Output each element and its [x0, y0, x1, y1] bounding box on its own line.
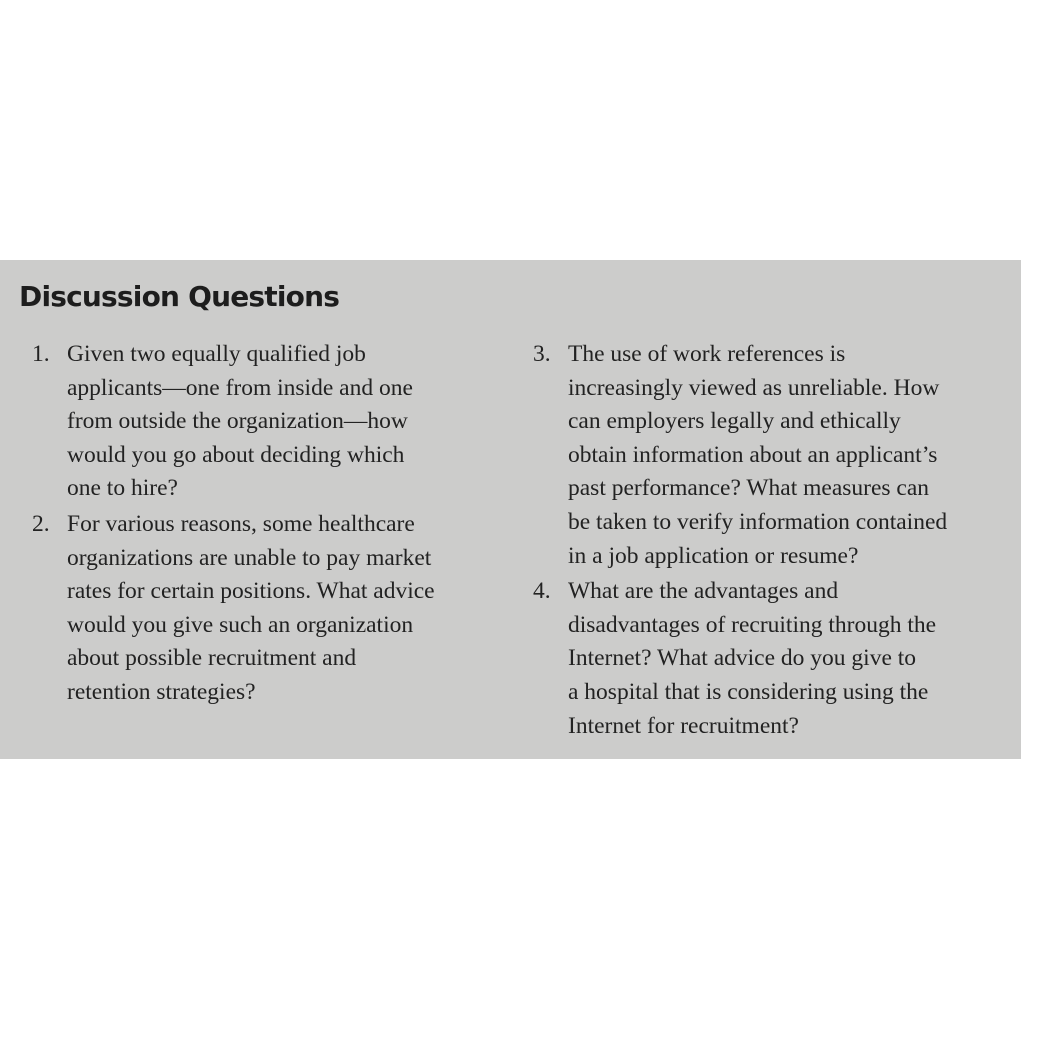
question-line: would you give such an organization [67, 611, 414, 638]
question-4 [533, 575, 1013, 743]
question-line: The use of work references is [568, 341, 846, 367]
question-line: applicants—one from inside and one [67, 374, 413, 401]
questions-column-right [533, 338, 1013, 745]
question-line: one to hire? [67, 475, 178, 502]
question-line: increasingly viewed as unreliable. How [568, 374, 940, 401]
question-line: in a job application or resume? [568, 542, 859, 569]
question-line: about possible recruitment and [67, 645, 357, 672]
question-line: disadvantages of recruiting through the [568, 611, 937, 638]
question-line: can employers legally and ethically [568, 408, 901, 435]
question-line: Given two equally qualified job [67, 341, 366, 367]
question-number: 3. [533, 341, 551, 367]
question-1 [32, 338, 502, 506]
question-number: 4. [533, 578, 551, 605]
question-line: What are the advantages and [568, 578, 839, 605]
question-line: Internet for recruitment? [568, 712, 799, 739]
question-2 [32, 508, 502, 710]
question-3 [533, 338, 1013, 573]
question-line: obtain information about an applicant’s [568, 441, 938, 468]
question-line: organizations are unable to pay market [67, 544, 432, 571]
question-line: Internet? What advice do you give to [568, 645, 917, 672]
question-line: rates for certain positions. What advice [67, 578, 435, 605]
section-heading: Discussion Questions [19, 280, 340, 313]
question-line: a hospital that is considering using the [568, 678, 929, 705]
question-line: from outside the organization—how [67, 408, 408, 435]
questions-column-left [32, 338, 502, 712]
question-line: retention strategies? [67, 678, 256, 705]
question-line: would you go about deciding which [67, 441, 405, 468]
question-line: For various reasons, some healthcare [67, 510, 415, 537]
question-number: 1. [32, 341, 50, 367]
question-number: 2. [32, 510, 50, 537]
question-line: past performance? What measures can [568, 475, 930, 502]
question-line: be taken to verify information contained [568, 508, 948, 535]
